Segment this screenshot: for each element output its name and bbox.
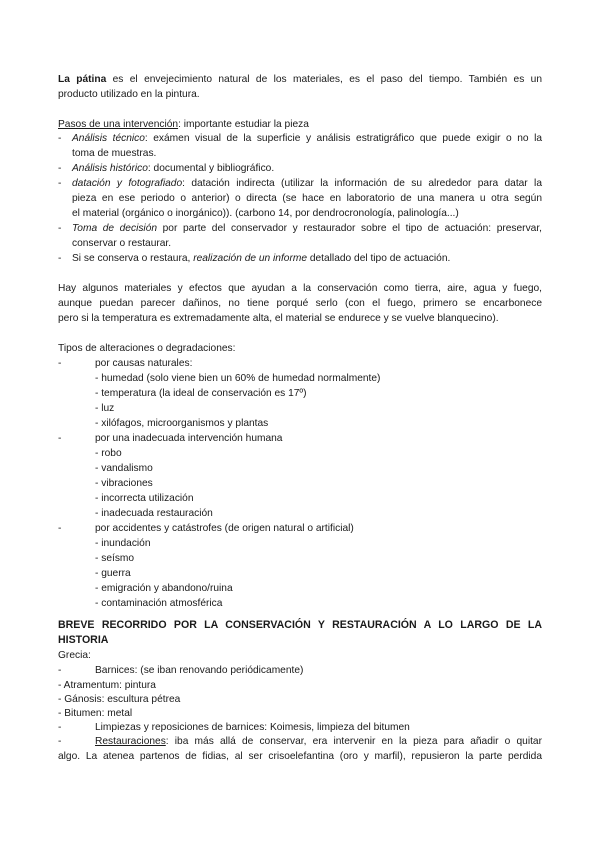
- paso-analisis-tecnico-cont: toma de muestras.: [72, 148, 157, 159]
- bullet-dash: -: [58, 665, 62, 676]
- barnices-item: Barnices: (se iban renovando periódicamente): [95, 665, 304, 676]
- bullet-dash: -: [58, 523, 62, 534]
- pasos-heading: Pasos de una intervención: importante estudiar la pieza: [58, 119, 309, 130]
- paso-datacion: datación y fotografiado: datación indirecta (utilizar la información de su alrededor para datar la: [72, 178, 542, 189]
- paso-toma-decision-cont: conservar o restaurar.: [72, 238, 172, 249]
- list-item: - emigración y abandono/ruina: [95, 583, 233, 594]
- restauraciones-cont: algo. La atenea partenos de fidias, al ser crisoelefantina (oro y marfil), repusieron la parte perdida: [58, 751, 542, 762]
- patina-line-1: La pátina es el envejecimiento natural de los materiales, es el paso del tiempo. También es un: [58, 74, 542, 85]
- historia-heading-line-2: HISTORIA: [58, 634, 109, 646]
- patina-line-2: producto utilizado en la pintura.: [58, 89, 200, 100]
- bullet-dash: -: [58, 178, 62, 189]
- paso-datacion-cont-1: pieza en ese periodo o anterior) o directa (se hace en laboratorio de una manera u otra según: [72, 193, 542, 204]
- materiales-line-3: pero si la temperatura es extremadamente alta, el material se endurece y se vuelve blanquecino).: [58, 313, 499, 324]
- bullet-dash: -: [58, 253, 62, 264]
- bullet-dash: -: [58, 736, 62, 747]
- list-item: - seísmo: [95, 553, 135, 564]
- list-item: - incorrecta utilización: [95, 493, 194, 504]
- list-item: - guerra: [95, 568, 131, 579]
- bullet-dash: -: [58, 722, 62, 733]
- tipos-heading: Tipos de alteraciones o degradaciones:: [58, 343, 236, 354]
- list-item: - luz: [95, 403, 115, 414]
- bullet-dash: -: [58, 358, 62, 369]
- ganosis-item: - Gánosis: escultura pétrea: [58, 694, 181, 705]
- list-item: - vibraciones: [95, 478, 153, 489]
- bitumen-item: - Bitumen: metal: [58, 708, 133, 719]
- bullet-dash: -: [58, 133, 62, 144]
- tipo-accidentes: por accidentes y catástrofes (de origen natural o artificial): [95, 523, 354, 534]
- bullet-dash: -: [58, 223, 62, 234]
- limpiezas-item: Limpiezas y reposiciones de barnices: Koimesis, limpieza del bitumen: [95, 722, 410, 733]
- list-item: - humedad (solo viene bien un 60% de humedad normalmente): [95, 373, 381, 384]
- list-item: - inadecuada restauración: [95, 508, 213, 519]
- list-item: - contaminación atmosférica: [95, 598, 223, 609]
- materiales-line-1: Hay algunos materiales y efectos que ayudan a la conservación como tierra, aire, agua y fuego,: [58, 283, 542, 294]
- paso-informe: Si se conserva o restaura, realización de un informe detallado del tipo de actuación.: [72, 253, 451, 264]
- paso-analisis-tecnico: Análisis técnico: exámen visual de la superficie y análisis estratigráfico que puede exigir o no la: [72, 133, 543, 144]
- restauraciones-item: Restauraciones: iba más allá de conservar, era intervenir en la pieza para añadir o quitar: [95, 736, 542, 747]
- list-item: - inundación: [95, 538, 151, 549]
- materiales-line-2: aunque puedan parecer dañinos, no tiene porqué serlo (con el fuego, primero se encarbonece: [58, 298, 542, 309]
- grecia-label: Grecia:: [58, 650, 91, 661]
- patina-term: La pátina: [58, 74, 107, 85]
- paso-datacion-cont-2: el material (orgánico o inorgánico)). (carbono 14, por dendrocronología, palinología...): [72, 208, 459, 219]
- historia-heading-line-1: BREVE RECORRIDO POR LA CONSERVACIÓN Y RESTAURACIÓN A LO LARGO DE LA: [58, 619, 542, 631]
- list-item: - xilófagos, microorganismos y plantas: [95, 418, 269, 429]
- paso-toma-decision: Toma de decisión por parte del conservador y restaurador sobre el tipo de actuación: preservar,: [72, 223, 542, 234]
- list-item: - vandalismo: [95, 463, 153, 474]
- list-item: - robo: [95, 448, 122, 459]
- tipo-causas-naturales: por causas naturales:: [95, 358, 193, 369]
- atramentum-item: - Atramentum: pintura: [58, 680, 156, 691]
- bullet-dash: -: [58, 433, 62, 444]
- bullet-dash: -: [58, 163, 62, 174]
- tipo-intervencion-humana: por una inadecuada intervención humana: [95, 433, 283, 444]
- list-item: - temperatura (la ideal de conservación es 17º): [95, 388, 307, 399]
- paso-analisis-historico: Análisis histórico: documental y bibliográfico.: [72, 163, 275, 174]
